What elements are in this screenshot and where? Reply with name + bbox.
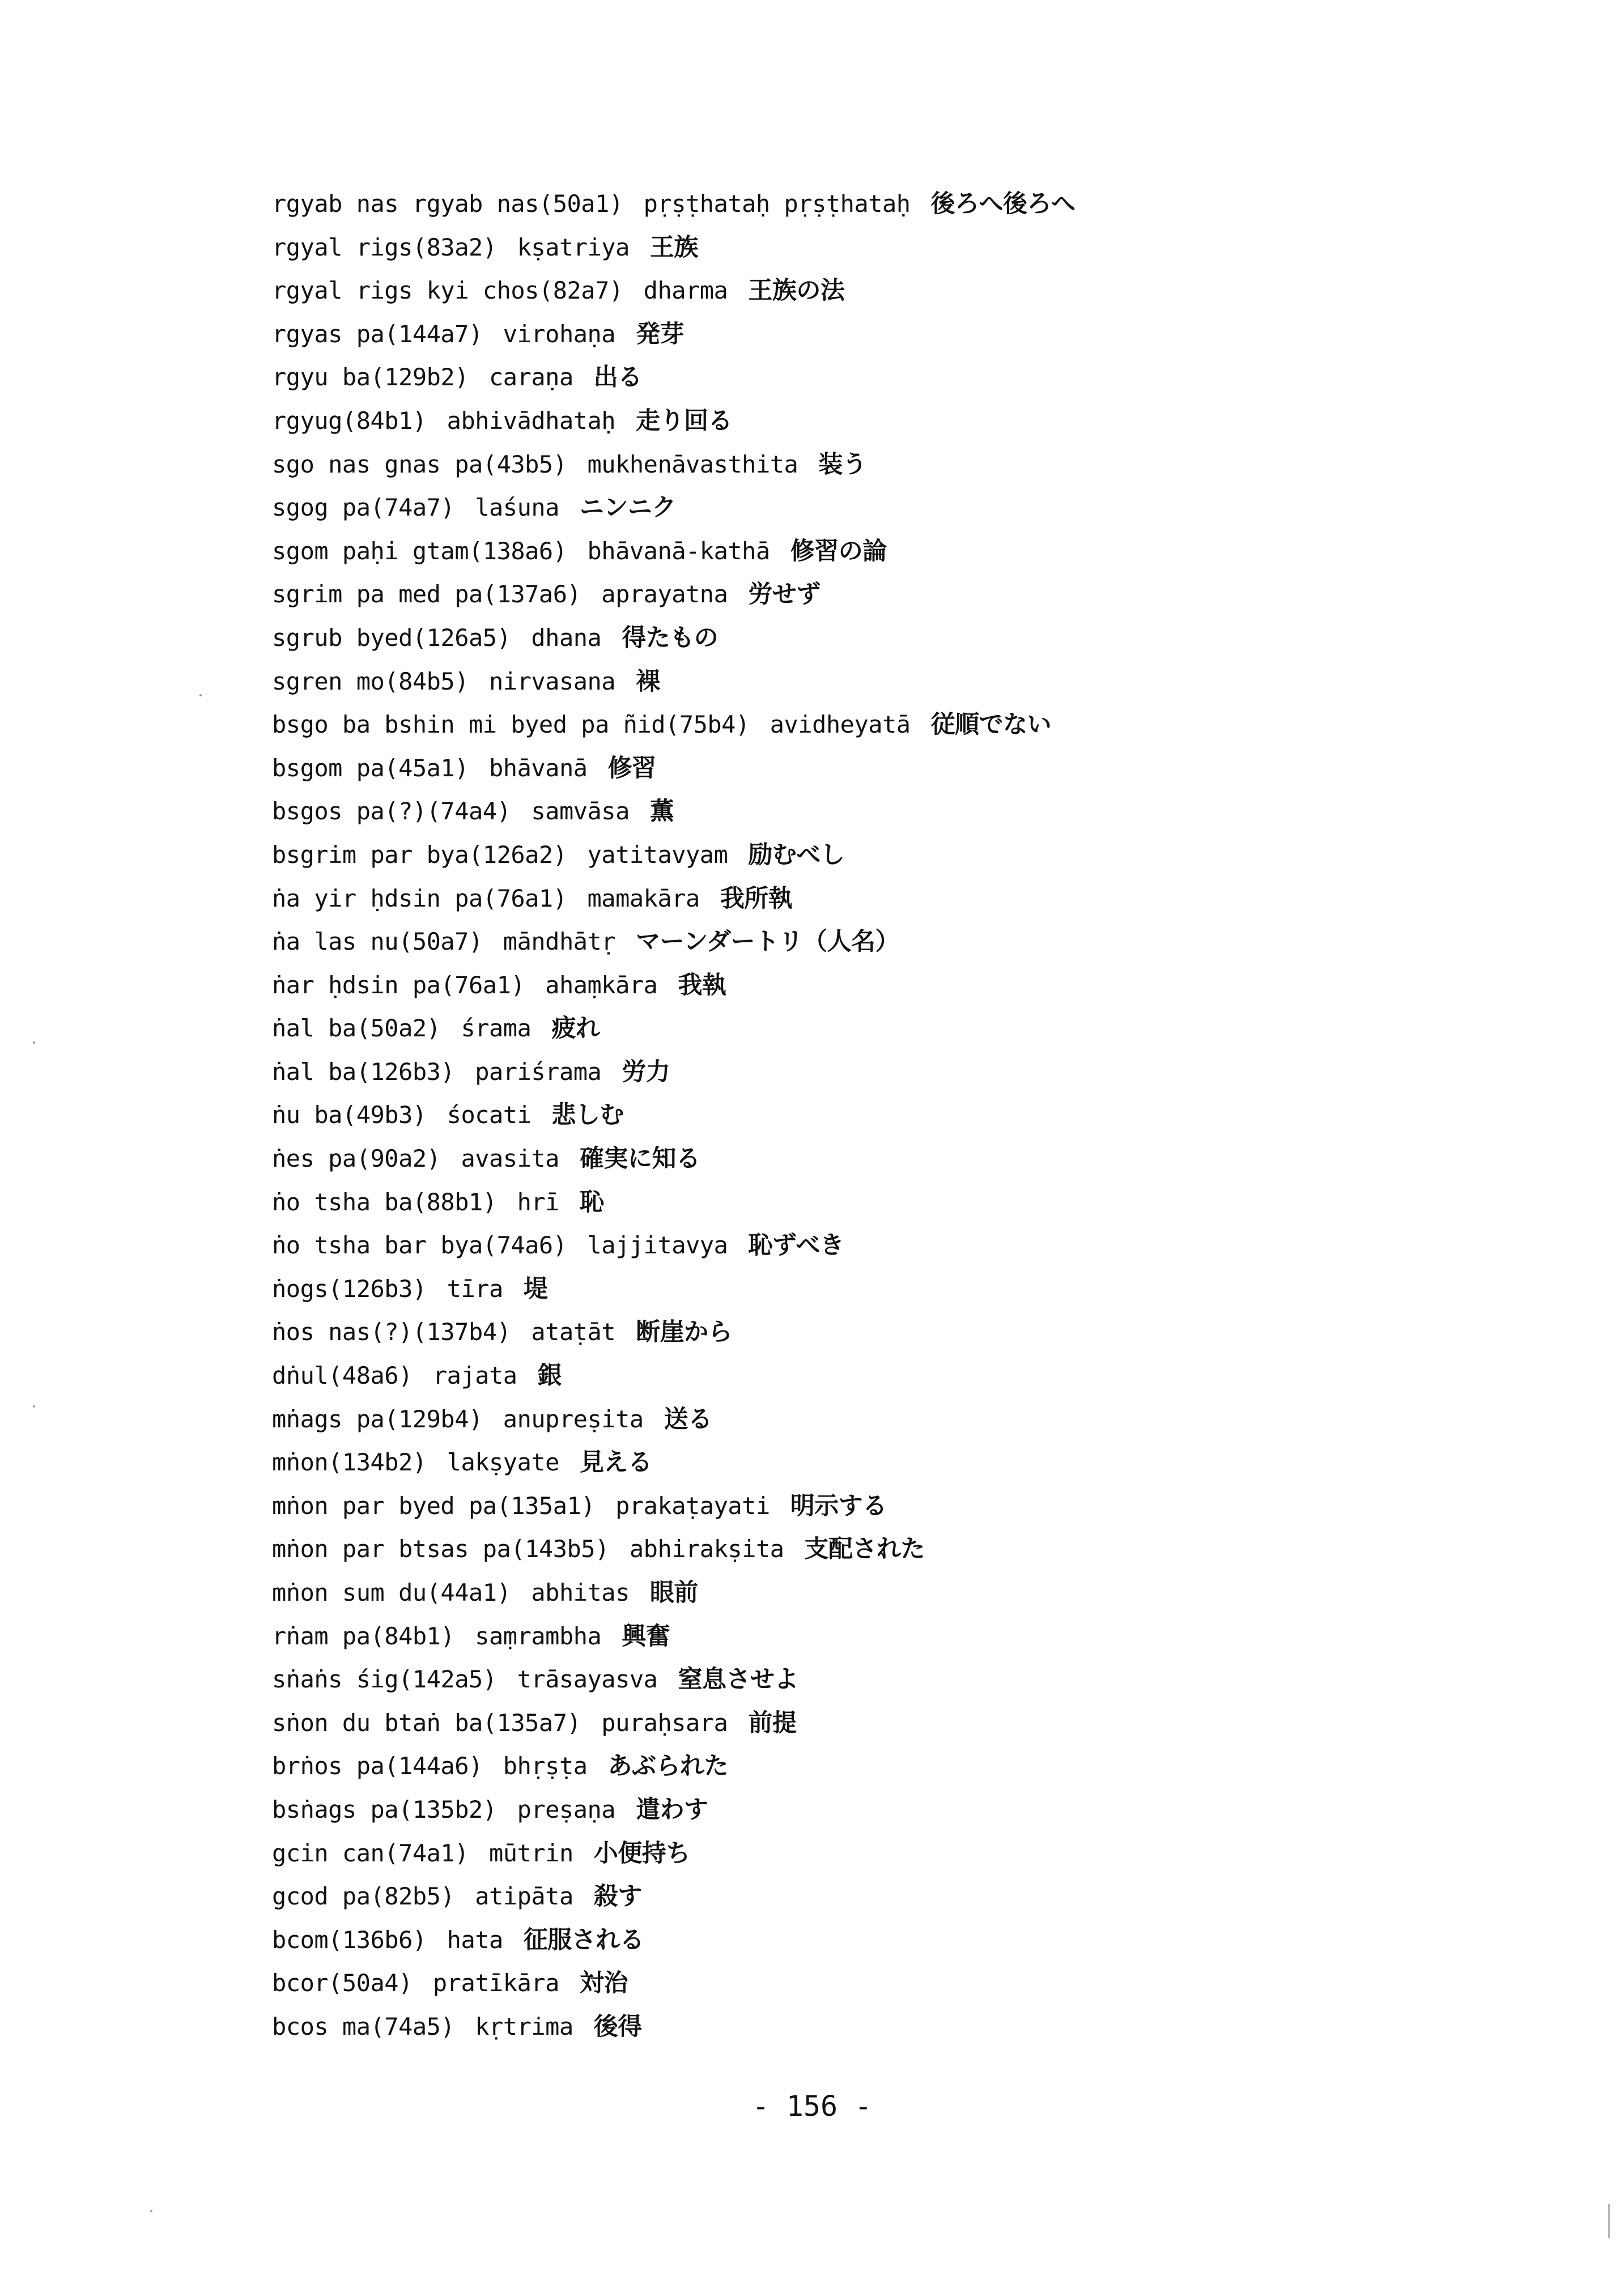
tibetan-term: bcos ma(74a5): [272, 2012, 455, 2040]
japanese-gloss: 労力: [622, 1057, 670, 1086]
tibetan-term: sgog pa(74a7): [272, 494, 455, 522]
japanese-gloss: 対治: [579, 1969, 628, 1998]
sanskrit-term: bhṛṣṭa: [503, 1752, 588, 1780]
japanese-gloss: あぶられた: [607, 1752, 729, 1781]
tibetan-term: sṅaṅs śig(142a5): [272, 1665, 497, 1694]
tibetan-term: rgyug(84b1): [272, 406, 427, 435]
japanese-gloss: 明示する: [790, 1491, 887, 1520]
sanskrit-term: caraṇa: [489, 363, 573, 392]
tibetan-term: ṅo tsha bar bya(74a6): [272, 1231, 567, 1260]
sanskrit-term: avidheyatā: [770, 711, 911, 739]
tibetan-term: bsṅags pa(135b2): [272, 1795, 497, 1823]
tibetan-term: ṅes pa(90a2): [272, 1145, 441, 1173]
japanese-gloss: 断崖から: [636, 1318, 733, 1347]
sanskrit-term: mamakāra: [587, 884, 700, 912]
glossary-entry: [272, 1875, 1075, 1919]
tibetan-term: mṅon sum du(44a1): [272, 1579, 511, 1606]
sanskrit-term: preṣaṇa: [517, 1795, 616, 1823]
sanskrit-term: śocati: [447, 1101, 532, 1129]
japanese-gloss: 恥: [579, 1188, 604, 1217]
japanese-gloss: 出る: [593, 363, 642, 392]
japanese-gloss: 我所執: [720, 884, 793, 913]
glossary-entry: [272, 964, 1075, 1007]
japanese-gloss: 後得: [593, 2012, 642, 2041]
japanese-gloss: 励むべし: [748, 840, 845, 869]
tibetan-term: rṅam pa(84b1): [272, 1622, 455, 1650]
japanese-gloss: 修習: [607, 754, 656, 783]
scan-speck: [150, 2210, 152, 2212]
sanskrit-term: bhāvanā: [489, 754, 588, 782]
glossary-entry: [272, 1311, 1075, 1354]
tibetan-term: ṅal ba(126b3): [272, 1057, 455, 1086]
sanskrit-term: atipāta: [475, 1882, 573, 1911]
glossary-entry: [272, 356, 1075, 399]
glossary-entry: [272, 313, 1075, 356]
japanese-gloss: 恥ずべき: [748, 1231, 844, 1260]
glossary-entry: [272, 1051, 1075, 1094]
glossary-entry: [272, 703, 1075, 747]
glossary-entry: [272, 1832, 1075, 1876]
tibetan-term: ṅar ḥdsin pa(76a1): [272, 971, 525, 999]
japanese-gloss: 遣わす: [636, 1795, 708, 1824]
glossary-entry: [272, 443, 1075, 487]
sanskrit-term: hata: [447, 1925, 503, 1954]
sanskrit-term: lakṣyate: [447, 1448, 559, 1477]
glossary-entry: [272, 530, 1075, 573]
tibetan-term: sgo nas gnas pa(43b5): [272, 450, 567, 478]
tibetan-term: bsgom pa(45a1): [272, 754, 469, 782]
sanskrit-term: tīra: [447, 1274, 503, 1303]
sanskrit-term: kṣatriya: [517, 233, 630, 261]
japanese-gloss: 薫: [649, 797, 674, 826]
glossary-entry: [272, 1919, 1075, 1962]
sanskrit-term: aprayatna: [601, 580, 728, 609]
sanskrit-term: puraḥsara: [601, 1708, 728, 1737]
glossary-entry: [272, 2005, 1075, 2049]
glossary-entry: [272, 1962, 1075, 2005]
japanese-gloss: 窒息させよ: [678, 1665, 798, 1694]
japanese-gloss: 前提: [748, 1708, 797, 1737]
japanese-gloss: 小便持ち: [593, 1839, 690, 1868]
tibetan-term: sgren mo(84b5): [272, 667, 469, 695]
sanskrit-term: abhivādhataḥ: [447, 406, 616, 435]
glossary-entry: [272, 1268, 1075, 1311]
glossary-entry: [272, 1354, 1075, 1398]
glossary-entry: [272, 1788, 1075, 1832]
scan-speck: [33, 1041, 35, 1044]
japanese-gloss: 眼前: [649, 1579, 698, 1607]
japanese-gloss: 王族: [649, 233, 698, 262]
tibetan-term: ṅa yir ḥdsin pa(76a1): [272, 884, 567, 912]
glossary-entry: [272, 182, 1075, 226]
tibetan-term: rgyal rigs(83a2): [272, 233, 497, 261]
tibetan-term: ṅos nas(?)(137b4): [272, 1318, 511, 1346]
tibetan-term: ṅo tsha ba(88b1): [272, 1188, 497, 1216]
glossary-entry: [272, 1485, 1075, 1528]
tibetan-term: rgyu ba(129b2): [272, 363, 469, 392]
tibetan-term: ṅogs(126b3): [272, 1274, 427, 1303]
japanese-gloss: 確実に知る: [579, 1145, 700, 1173]
sanskrit-term: śrama: [461, 1014, 532, 1043]
glossary-entry: [272, 1224, 1075, 1268]
tibetan-term: rgyal rigs kyi chos(82a7): [272, 277, 623, 305]
japanese-gloss: 我執: [678, 971, 726, 1000]
sanskrit-term: saṃrambha: [475, 1622, 602, 1650]
page-number: - 156 -: [752, 2090, 872, 2123]
sanskrit-term: pratīkāra: [432, 1969, 559, 1997]
sanskrit-term: bhāvanā-kathā: [587, 537, 770, 565]
japanese-gloss: 殺す: [593, 1882, 642, 1911]
glossary-entry: [272, 1007, 1075, 1051]
japanese-gloss: 修習の論: [790, 537, 887, 566]
tibetan-term: mṅon(134b2): [272, 1448, 427, 1477]
japanese-gloss: 装う: [818, 450, 867, 479]
japanese-gloss: 支配された: [804, 1535, 925, 1564]
glossary-entry: [272, 573, 1075, 616]
glossary-entry: [272, 1745, 1075, 1788]
tibetan-term: bsgo ba bshin mi byed pa ñid(75b4): [272, 711, 750, 739]
japanese-gloss: ニンニク: [579, 494, 676, 522]
japanese-gloss: 征服される: [523, 1925, 644, 1954]
japanese-gloss: 見える: [579, 1448, 652, 1477]
glossary-list: [272, 182, 1075, 2049]
tibetan-term: brṅos pa(144a6): [272, 1752, 483, 1780]
glossary-entry: [272, 660, 1075, 704]
sanskrit-term: prakaṭayati: [615, 1491, 770, 1520]
sanskrit-term: pṛṣṭhataḥ pṛṣṭhataḥ: [643, 190, 911, 218]
sanskrit-term: trāsayasva: [517, 1665, 658, 1694]
tibetan-term: bsgos pa(?)(74a4): [272, 797, 511, 826]
sanskrit-term: lajjitavya: [587, 1231, 728, 1260]
japanese-gloss: 労せず: [748, 580, 820, 609]
sanskrit-term: virohaṇa: [503, 320, 616, 348]
japanese-gloss: 走り回る: [636, 406, 733, 435]
japanese-gloss: 王族の法: [748, 277, 845, 305]
tibetan-term: ṅa las nu(50a7): [272, 928, 483, 956]
japanese-gloss: 送る: [664, 1405, 712, 1434]
tibetan-term: sgrub byed(126a5): [272, 623, 511, 652]
glossary-entry: [272, 399, 1075, 443]
japanese-gloss: 興奮: [622, 1622, 670, 1651]
tibetan-term: ṅal ba(50a2): [272, 1014, 441, 1043]
sanskrit-term: dharma: [643, 277, 728, 305]
tibetan-term: mṅon par btsas pa(143b5): [272, 1535, 609, 1563]
japanese-gloss: マーンダートリ（人名）: [636, 928, 900, 956]
tibetan-term: gcod pa(82b5): [272, 1882, 455, 1911]
tibetan-term: mṅags pa(129b4): [272, 1405, 483, 1433]
tibetan-term: sgrim pa med pa(137a6): [272, 580, 581, 609]
scan-speck: [199, 694, 202, 696]
glossary-entry: [272, 1441, 1075, 1485]
sanskrit-term: yatitavyam: [587, 840, 728, 869]
glossary-entry: [272, 616, 1075, 660]
sanskrit-term: samvāsa: [531, 797, 630, 826]
sanskrit-term: avasita: [461, 1145, 559, 1173]
glossary-entry: [272, 269, 1075, 313]
glossary-entry: [272, 1658, 1075, 1702]
glossary-entry: [272, 1615, 1075, 1659]
glossary-entry: [272, 1528, 1075, 1571]
glossary-entry: [272, 1571, 1075, 1615]
japanese-gloss: 悲しむ: [551, 1101, 624, 1130]
glossary-entry: [272, 226, 1075, 270]
glossary-entry: [272, 834, 1075, 877]
tibetan-term: mṅon par byed pa(135a1): [272, 1491, 596, 1520]
sanskrit-term: abhitas: [531, 1579, 630, 1606]
sanskrit-term: kṛtrima: [475, 2012, 573, 2040]
sanskrit-term: dhana: [531, 623, 602, 652]
tibetan-term: rgyab nas rgyab nas(50a1): [272, 190, 623, 218]
glossary-entry: [272, 877, 1075, 921]
japanese-gloss: 発芽: [636, 320, 685, 348]
tibetan-term: gcin can(74a1): [272, 1839, 469, 1867]
sanskrit-term: pariśrama: [475, 1057, 602, 1086]
tibetan-term: bcor(50a4): [272, 1969, 413, 1997]
tibetan-term: bcom(136b6): [272, 1925, 427, 1954]
scan-edge-mark: [1608, 2204, 1610, 2238]
glossary-entry: [272, 1702, 1075, 1745]
tibetan-term: bsgrim par bya(126a2): [272, 840, 567, 869]
japanese-gloss: 後ろへ後ろへ: [930, 190, 1075, 218]
sanskrit-term: māndhātṛ: [503, 928, 616, 956]
japanese-gloss: 裸: [636, 667, 660, 696]
japanese-gloss: 従順でない: [930, 711, 1052, 739]
sanskrit-term: laśuna: [475, 494, 559, 522]
sanskrit-term: rajata: [432, 1362, 517, 1390]
glossary-entry: [272, 1398, 1075, 1442]
sanskrit-term: ahaṃkāra: [545, 971, 658, 999]
glossary-entry: [272, 486, 1075, 530]
tibetan-term: sṅon du btaṅ ba(135a7): [272, 1708, 581, 1737]
sanskrit-term: ataṭāt: [531, 1318, 616, 1346]
tibetan-term: rgyas pa(144a7): [272, 320, 483, 348]
sanskrit-term: abhirakṣita: [629, 1535, 784, 1563]
scan-speck: [33, 1405, 35, 1408]
japanese-gloss: 疲れ: [551, 1014, 600, 1043]
sanskrit-term: hrī: [517, 1188, 559, 1216]
glossary-entry: [272, 1137, 1075, 1181]
tibetan-term: ṅu ba(49b3): [272, 1101, 427, 1129]
glossary-entry: [272, 920, 1075, 964]
glossary-entry: [272, 1094, 1075, 1137]
japanese-gloss: 銀: [537, 1362, 562, 1391]
tibetan-term: sgom paḥi gtam(138a6): [272, 537, 567, 565]
glossary-entry: [272, 747, 1075, 790]
japanese-gloss: 得たもの: [622, 623, 719, 652]
sanskrit-term: mukhenāvasthita: [587, 450, 798, 478]
sanskrit-term: mūtrin: [489, 1839, 573, 1867]
japanese-gloss: 堤: [523, 1274, 548, 1303]
glossary-entry: [272, 1181, 1075, 1224]
tibetan-term: dṅul(48a6): [272, 1362, 413, 1390]
glossary-entry: [272, 790, 1075, 834]
sanskrit-term: nirvasana: [489, 667, 616, 695]
sanskrit-term: anupreṣita: [503, 1405, 644, 1433]
